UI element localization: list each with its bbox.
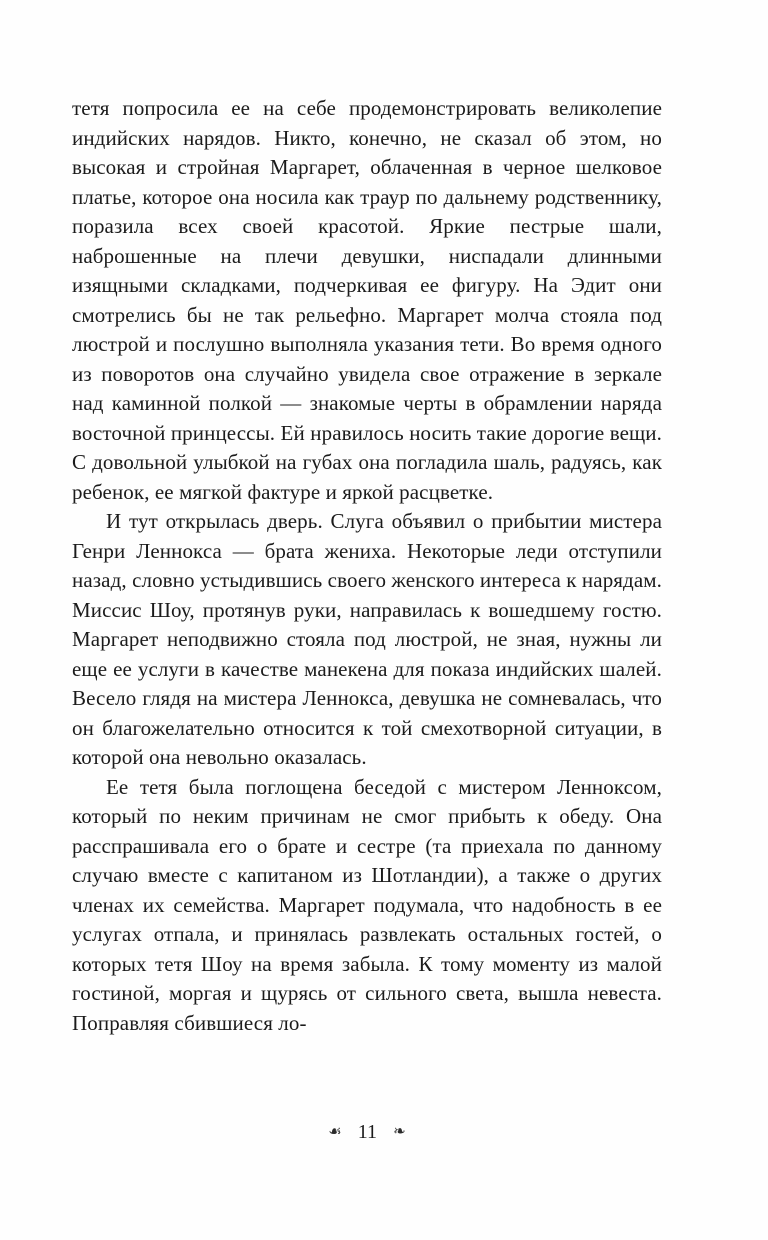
paragraph: И тут открылась дверь. Слуга объявил о прибытии мистера Генри Леннокса — брата жениха. Некоторые леди отступили назад, словно устыдившись своего женского интереса к нарядам. Миссис Шоу, протянув руки, направилась к вошедшему гостю. Маргарет неподвижно стояла под люстрой, не зная, нужны ли еще ее услуги в качестве манекена для показа индийских шалей. Весело глядя на мистера Леннокса, девушка не сомневалась, что он благожелательно относится к той смехотворной ситуации, в которой она невольно оказалась. <box>72 509 662 769</box>
page-number: 11 <box>357 1121 378 1143</box>
page-footer <box>72 1121 662 1144</box>
paragraph: тетя попросила ее на себе продемонстрировать великолепие индийских нарядов. Никто, конечно, не сказал об этом, но высокая и стройная Маргарет, облаченная в черное шелковое платье, которое она носила как траур по дальнему родственнику, поразила всех своей красотой. Яркие пестрые шали, наброшенные на плечи девушки, ниспадали длинными изящными складками, подчеркивая ее фигуру. На Эдит они смотрелись бы не так рельефно. Маргарет молча стояла под люстрой и послушно выполняла указания тети. Во время одного из поворотов она случайно увидела свое отражение в зеркале над каминной полкой — знакомые черты в обрамлении наряда восточной принцессы. Ей нравилось носить такие дорогие вещи. С довольной улыбкой на губах она погладила шаль, радуясь, как ребенок, ее мягкой фактуре и яркой расцветке. <box>72 96 662 504</box>
page-text <box>72 94 662 1038</box>
fleuron-right-icon: ❧ <box>393 1122 406 1140</box>
paragraph: Ее тетя была поглощена беседой с мистером Ленноксом, который по неким причинам не смог прибыть к обеду. Она расспрашивала его о брате и сестре (та приехала по данному случаю вместе с капитаном из Шотландии), а также о других членах их семейства. Маргарет подумала, что надобность в ее услугах отпала, и принялась развлекать остальных гостей, о которых тетя Шоу на время забыла. К тому моменту из малой гостиной, моргая и щурясь от сильного света, вышла невеста. Поправляя сбившиеся ло- <box>72 774 662 1035</box>
fleuron-left-icon: ☙ <box>328 1122 342 1140</box>
